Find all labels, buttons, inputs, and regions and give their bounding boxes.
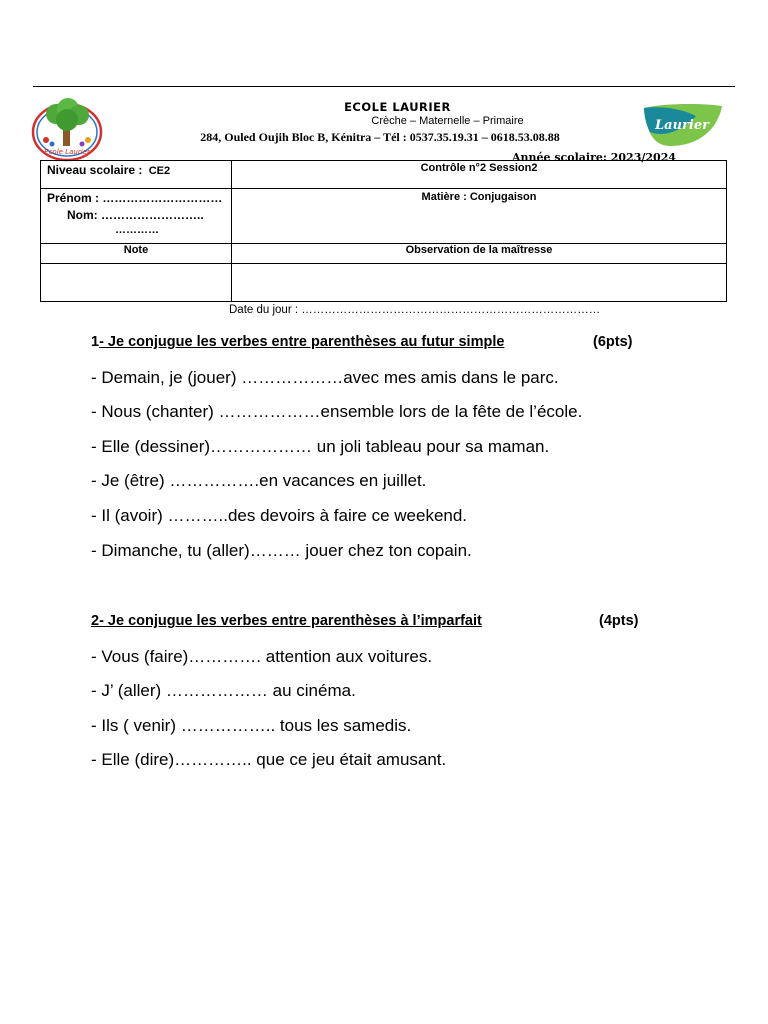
niveau-label: Niveau scolaire : [47, 163, 143, 177]
top-rule [33, 86, 735, 87]
section2-line-3[interactable]: - Ils ( venir) …………….. tous les samedis. [91, 716, 412, 735]
section1-line-6[interactable]: - Dimanche, tu (aller)……… jouer chez ton copain. [91, 541, 472, 560]
note-field[interactable] [41, 264, 232, 302]
note-header: Note [41, 244, 232, 264]
observation-header: Observation de la maîtresse [232, 244, 727, 264]
nom-field-continued: ………… [115, 224, 159, 236]
school-subtitle: Crèche – Maternelle – Primaire [371, 115, 524, 127]
logo-left-text: Ecole Laurier [44, 148, 90, 156]
logo-right-text: Laurier [655, 118, 709, 133]
section2-line-2[interactable]: - J’ (aller) ……………… au cinéma. [91, 681, 356, 700]
section1-line-3[interactable]: - Elle (dessiner)……………… un joli tableau pour sa maman. [91, 437, 550, 456]
matiere-cell [232, 189, 727, 244]
niveau-value: CE2 [148, 165, 171, 177]
section2-title-text: 2- Je conjugue les verbes entre parenthèses à l’imparfait [91, 613, 482, 629]
section1-points: (6pts) [593, 334, 633, 350]
observation-field[interactable] [232, 264, 727, 302]
section1-line-1[interactable]: - Demain, je (jouer) ………………avec mes amis dans le parc. [91, 368, 559, 387]
matiere-label: Matière : Conjugaison [421, 191, 537, 203]
section1-title [91, 334, 504, 350]
nom-field[interactable]: Nom: …………………….. [67, 208, 204, 222]
section1-title-text: - Je conjugue les verbes entre parenthèses au futur simple [99, 334, 505, 350]
section2-line-4[interactable]: - Elle (dire)………….. que ce jeu était amusant. [91, 750, 447, 769]
school-year: Année scolaire: 2023/2024 [512, 151, 677, 164]
controle-label: Contrôle n°2 Session2 [420, 162, 538, 174]
name-cell [41, 189, 232, 244]
niveau-cell [41, 161, 232, 189]
section1-number: 1 [91, 334, 100, 350]
student-info-table [40, 160, 727, 302]
date-line[interactable]: Date du jour : …………………………………………………………………… [229, 304, 601, 316]
section2-points: (4pts) [599, 613, 639, 629]
section1-line-5[interactable]: - Il (avoir) ………..des devoirs à faire ce weekend. [91, 506, 468, 525]
section1-line-4[interactable]: - Je (être) …………….en vacances en juillet. [91, 471, 427, 490]
section2-line-1[interactable]: - Vous (faire)…………. attention aux voitures. [91, 647, 433, 666]
controle-cell [232, 161, 727, 189]
school-address: 284, Ouled Oujih Bloc B, Kénitra – Tél : 0537.35.19.31 – 0618.53.08.88 [200, 130, 560, 144]
school-name: ECOLE LAURIER [344, 100, 451, 114]
prenom-field[interactable]: Prénom : ………………………… [47, 191, 223, 205]
section2-title [91, 613, 482, 629]
section1-line-2[interactable]: - Nous (chanter) ………………ensemble lors de la fête de l’école. [91, 402, 583, 421]
school-logo-right [640, 102, 724, 148]
school-logo-left [30, 96, 104, 162]
